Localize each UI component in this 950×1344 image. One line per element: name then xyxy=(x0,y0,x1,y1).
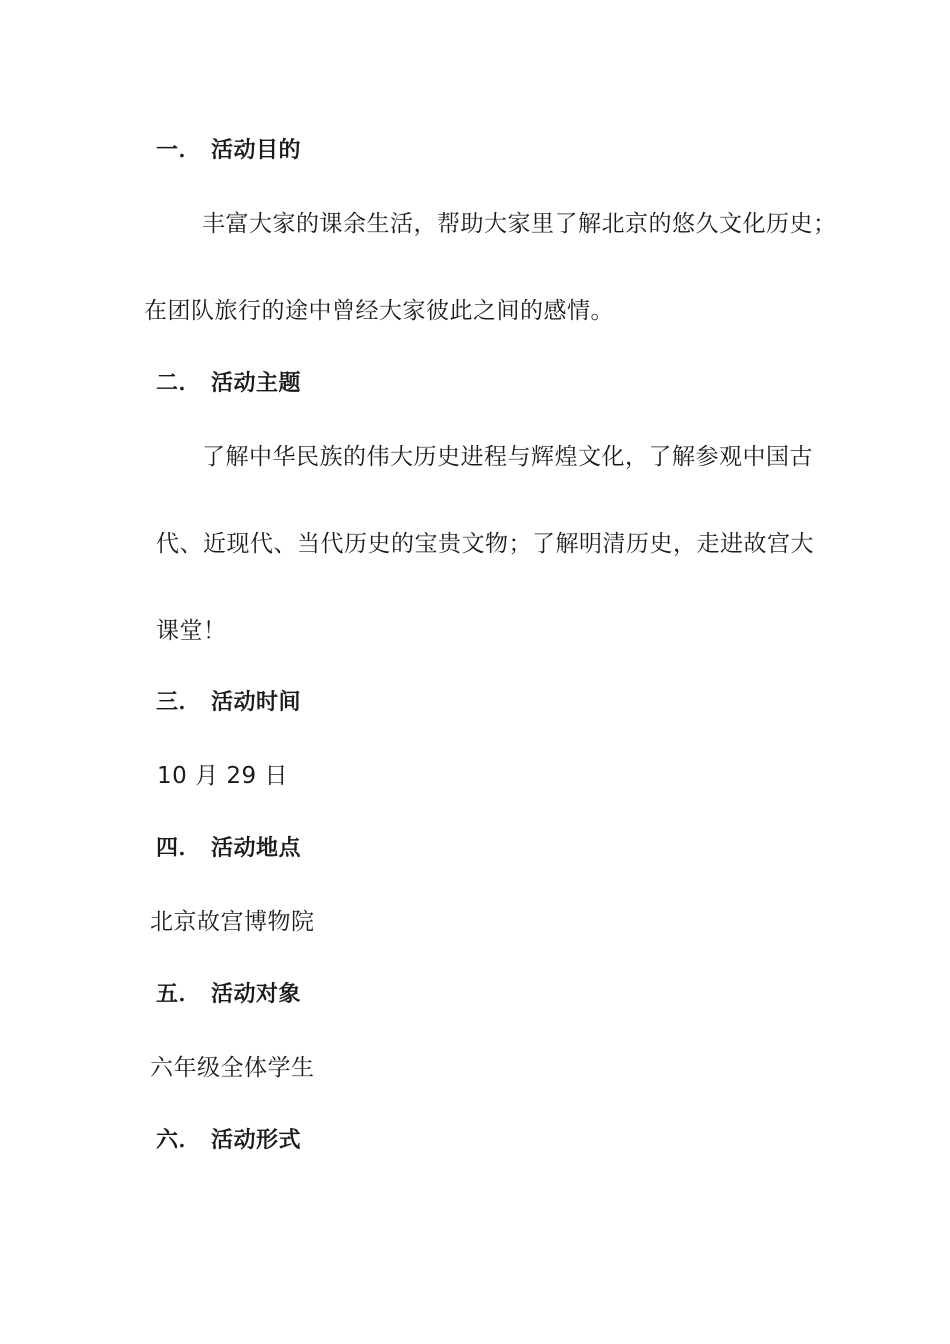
section-title: 活动时间 xyxy=(211,690,302,715)
section-number: 五． xyxy=(156,982,202,1007)
section-title: 活动主题 xyxy=(211,371,302,396)
section-heading-purpose xyxy=(156,136,301,166)
section-number: 二． xyxy=(156,371,202,396)
paragraph-line: 丰富大家的课余生活，帮助大家里了解北京的悠久文化历史； xyxy=(202,211,837,237)
paragraph-line: 了解中华民族的伟大历史进程与辉煌文化，了解参观中国古 xyxy=(202,444,813,470)
section-heading-theme xyxy=(156,369,301,399)
paragraph-line: 在团队旅行的途中曾经大家彼此之间的感情。 xyxy=(144,298,614,324)
paragraph-line: 课堂！ xyxy=(156,618,227,644)
date-text: 10 月 29 日 xyxy=(157,763,288,789)
section-number: 四． xyxy=(156,836,202,861)
section-title: 活动对象 xyxy=(211,982,302,1007)
section-title: 活动地点 xyxy=(211,836,302,861)
paragraph-line: 代、近现代、当代历史的宝贵文物；了解明清历史，走进故宫大 xyxy=(156,531,814,557)
section-heading-participants xyxy=(156,980,301,1010)
section-heading-location xyxy=(156,834,301,864)
section-heading-time xyxy=(156,688,301,718)
section-number: 六． xyxy=(156,1128,202,1153)
section-title: 活动形式 xyxy=(211,1128,302,1153)
section-heading-format xyxy=(156,1126,301,1156)
section-number: 三． xyxy=(156,690,202,715)
location-text: 北京故宫博物院 xyxy=(150,909,315,935)
section-title: 活动目的 xyxy=(211,138,302,163)
section-number: 一． xyxy=(156,138,202,163)
participants-text: 六年级全体学生 xyxy=(150,1055,315,1081)
